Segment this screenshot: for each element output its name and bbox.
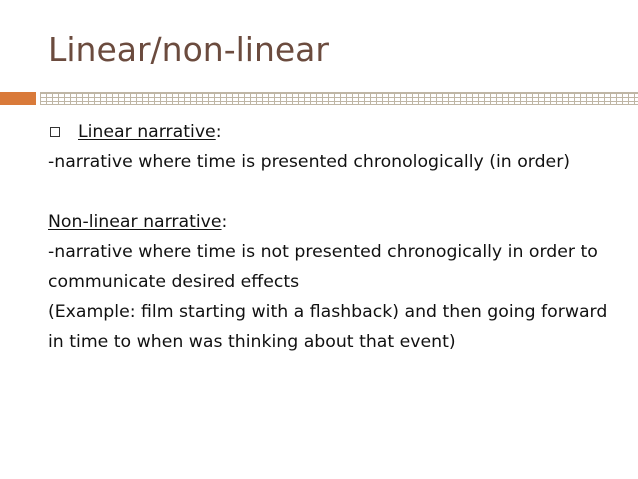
nonlinear-definition: -narrative where time is not presented chronogically in order to communicate desired effects: [48, 242, 598, 292]
bullet-item: [48, 117, 618, 147]
slide-title: Linear/non-linear: [48, 30, 329, 69]
slide-body: [48, 117, 618, 357]
linear-narrative-heading: Linear narrative: [78, 122, 216, 142]
title-accent-bar: [0, 92, 36, 105]
heading-colon: :: [221, 212, 228, 232]
heading-colon: :: [215, 122, 222, 142]
spacer: [48, 177, 618, 207]
linear-definition: -narrative where time is presented chronologically (in order): [48, 152, 571, 172]
title-pattern-bar: [40, 92, 638, 105]
nonlinear-narrative-heading: Non-linear narrative: [48, 212, 222, 232]
nonlinear-heading-line: [48, 207, 618, 237]
square-bullet-icon: [50, 127, 60, 137]
nonlinear-example: (Example: film starting with a flashback) and then going forward in time to when was thinking about that event): [48, 302, 608, 352]
